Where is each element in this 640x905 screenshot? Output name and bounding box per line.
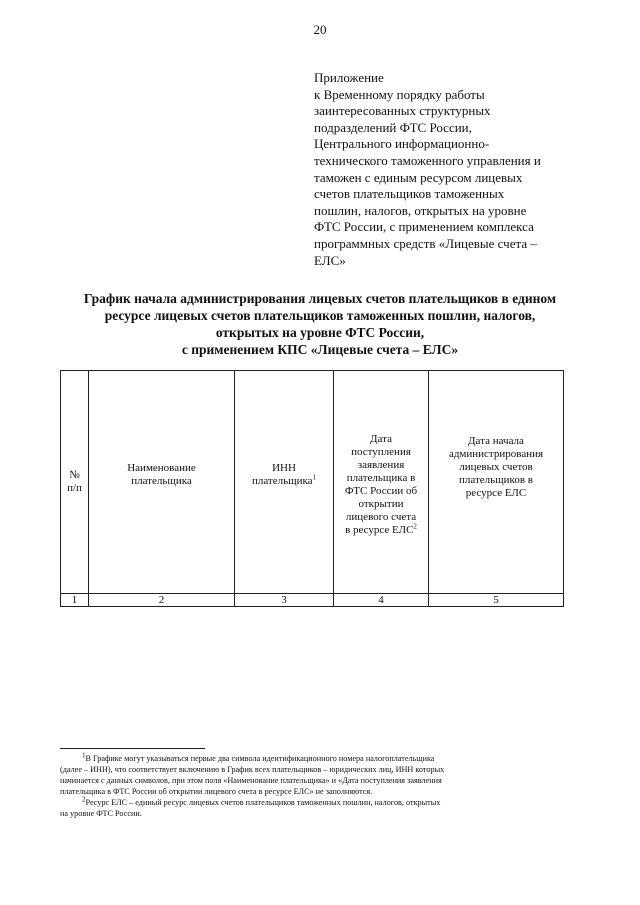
header-inn-l2-wrap bbox=[238, 475, 330, 488]
appendix-line: ЕЛС» bbox=[314, 252, 346, 268]
header-application-date-last: в ресурсе ЕЛС bbox=[345, 524, 414, 536]
title-line: открытых на уровне ФТС России, bbox=[215, 325, 425, 340]
footnote-ref-1: 1 bbox=[312, 473, 317, 482]
title-line: ресурсе лицевых счетов плательщиков таможенных пошлин, налогов, bbox=[104, 308, 536, 323]
header-row-number-l1: № bbox=[69, 469, 80, 481]
header-row-number bbox=[61, 371, 89, 594]
header-inn-l2: плательщика bbox=[251, 475, 313, 487]
header-application-date-last-wrap bbox=[337, 524, 425, 537]
footnote-1-text: В Графике могут указываться первые два символа идентификационного номера налогоплательщика bbox=[85, 754, 435, 763]
table-number-row bbox=[61, 594, 564, 607]
footnote-1-line: (далее – ИНН), что соответствует включению в График всех плательщиков – юридических лиц, ИНН которых bbox=[60, 765, 445, 774]
header-payer-name-l2: плательщика bbox=[131, 475, 192, 487]
document-title bbox=[40, 290, 600, 358]
header-administration-line: лицевых счетов bbox=[459, 460, 533, 473]
header-inn-l1: ИНН bbox=[272, 462, 296, 474]
appendix-line: к Временному порядку работы bbox=[314, 86, 485, 102]
appendix-line: подразделений ФТС России, bbox=[314, 119, 472, 135]
header-row-number-l2: п/п bbox=[67, 482, 82, 494]
appendix-line: таможен с единым ресурсом лицевых bbox=[314, 169, 523, 185]
footnote-2-line: на уровне ФТС России. bbox=[60, 809, 142, 818]
header-administration-start-date bbox=[429, 371, 564, 594]
header-application-date-line: лицевого счета bbox=[345, 511, 417, 523]
footnotes bbox=[60, 753, 570, 819]
footnote-1-line: начинается с данных символов, при этом поля «Наименование плательщика» и «Дата поступления заявления bbox=[60, 776, 442, 785]
appendix-line: счетов плательщиков таможенных bbox=[314, 186, 505, 202]
title-line: с применением КПС «Лицевые счета – ЕЛС» bbox=[181, 342, 459, 357]
header-administration-line: Дата начала bbox=[468, 434, 524, 447]
schedule-table bbox=[60, 370, 564, 607]
column-number: 5 bbox=[429, 594, 564, 607]
header-application-date bbox=[334, 371, 429, 594]
appendix-header bbox=[314, 70, 594, 269]
footnote-separator bbox=[60, 748, 205, 749]
column-number: 2 bbox=[89, 594, 235, 607]
header-application-date-line: заявления bbox=[357, 459, 405, 471]
footnote-1-line: плательщика в ФТС России об открытии лицевого счета в ресурсе ЕЛС» не заполняются. bbox=[60, 787, 373, 796]
header-inn bbox=[235, 371, 334, 594]
header-payer-name-l1: Наименование bbox=[127, 462, 196, 474]
header-administration-line: ресурсе ЕЛС bbox=[465, 486, 527, 499]
column-number: 1 bbox=[61, 594, 89, 607]
footnote-1-mark: 1 bbox=[82, 751, 86, 760]
footnote-2-line bbox=[60, 797, 570, 808]
footnote-ref-2: 2 bbox=[413, 522, 417, 531]
appendix-line: технического таможенного управления и bbox=[314, 152, 541, 168]
appendix-line: ФТС России, с применением комплекса bbox=[314, 219, 534, 235]
header-administration-line: плательщиков в bbox=[459, 473, 533, 486]
table-header-row bbox=[61, 371, 564, 594]
header-application-date-line: поступления bbox=[351, 446, 411, 458]
column-number: 3 bbox=[235, 594, 334, 607]
header-application-date-line: открытии bbox=[358, 498, 404, 510]
appendix-line: Приложение bbox=[314, 70, 384, 85]
footnote-2-text: Ресурс ЕЛС – единый ресурс лицевых счетов плательщиков таможенных пошлин, налогов, открытых bbox=[85, 798, 441, 807]
header-application-date-line: плательщика в bbox=[346, 472, 416, 484]
appendix-line: заинтересованных структурных bbox=[314, 103, 491, 119]
header-application-date-line: Дата bbox=[370, 433, 392, 445]
footnote-1-line bbox=[60, 753, 570, 764]
footnote-2-mark: 2 bbox=[82, 795, 86, 804]
appendix-line: пошлин, налогов, открытых на уровне bbox=[314, 202, 527, 218]
title-line: График начала администрирования лицевых счетов плательщиков в едином bbox=[83, 291, 557, 306]
column-number: 4 bbox=[334, 594, 429, 607]
header-administration-line: администрирования bbox=[448, 447, 544, 460]
appendix-line: программных средств «Лицевые счета – bbox=[314, 235, 537, 251]
header-application-date-line: ФТС России об bbox=[344, 485, 418, 497]
page-number: 20 bbox=[313, 22, 327, 37]
header-payer-name bbox=[89, 371, 235, 594]
appendix-line: Центрального информационно- bbox=[314, 136, 490, 152]
